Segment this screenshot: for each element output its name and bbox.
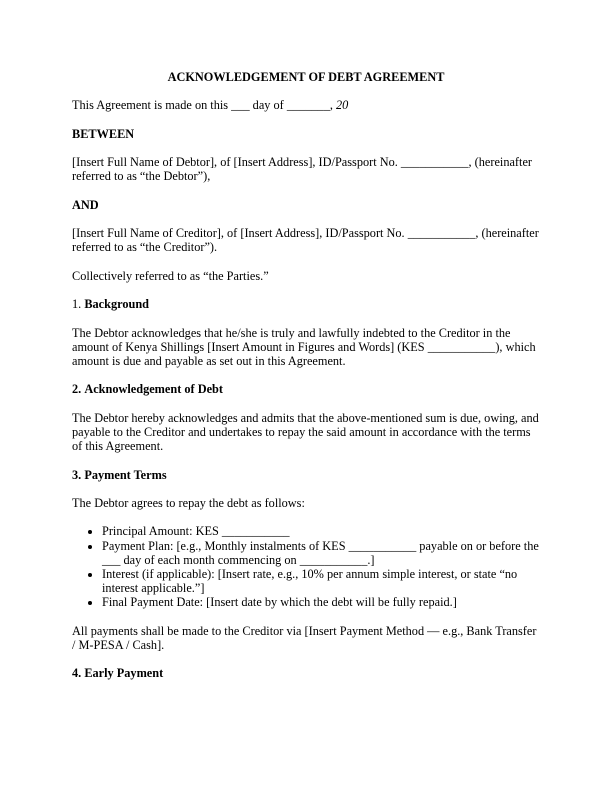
list-item-final-payment-date: • Final Payment Date: [Insert date by which the debt will be fully repaid.]	[102, 595, 540, 609]
section-2-number: 2.	[72, 382, 82, 397]
debtor-clause: [Insert Full Name of Debtor], of [Insert Address], ID/Passport No. ___________, (hereinafter referred to as “the Debtor”),	[72, 155, 532, 184]
section-1-title: Background	[84, 297, 150, 312]
document-title: ACKNOWLEDGEMENT OF DEBT AGREEMENT	[167, 70, 445, 84]
intro-text: This Agreement is made on this ___ day of _______,	[72, 98, 337, 113]
section-1-body: The Debtor acknowledges that he/she is truly and lawfully indebted to the Creditor in the amount of Kenya Shillings [Insert Amount in Figures and Words] (KES ___________), which amount is due and payable as set out in this Agreement.	[72, 325, 536, 368]
list-item-interest: • Interest (if applicable): [Insert rate, e.g., 10% per annum simple interest, or state “no interest applicable.”]	[102, 567, 540, 595]
list-item-principal-amount: • Principal Amount: KES ___________	[102, 524, 540, 538]
and-heading: AND	[72, 197, 99, 212]
section-3-title: Payment Terms	[84, 467, 167, 482]
section-4-title: Early Payment	[84, 666, 164, 681]
section-2-title: Acknowledgement of Debt	[84, 382, 223, 397]
creditor-clause: [Insert Full Name of Creditor], of [Insert Address], ID/Passport No. ___________, (hereinafter referred to as “the Creditor”).	[72, 226, 539, 255]
list-item-payment-plan: • Payment Plan: [e.g., Monthly instalments of KES ___________ payable on or before the ___ day of each month commencing on ___________.]	[102, 539, 540, 567]
section-3-number: 3.	[72, 467, 82, 482]
payment-terms-list	[72, 524, 540, 609]
section-4-number: 4.	[72, 666, 82, 681]
section-1-heading	[72, 297, 540, 311]
intro-line	[72, 98, 540, 112]
section-2-body: The Debtor hereby acknowledges and admits that the above-mentioned sum is due, owing, and payable to the Creditor and undertakes to repay the said amount in accordance with the terms of this Agreement.	[72, 410, 539, 454]
between-heading: BETWEEN	[72, 126, 135, 141]
section-3-intro: The Debtor agrees to repay the debt as follows:	[72, 495, 305, 510]
section-1-number: 1.	[72, 297, 82, 312]
section-2-heading	[72, 382, 540, 396]
year-placeholder: 20	[336, 98, 349, 113]
section-3-heading	[72, 468, 540, 482]
section-3-closing: All payments shall be made to the Creditor via [Insert Payment Method — e.g., Bank Transfer / M-PESA / Cash].	[72, 623, 537, 652]
section-4-heading	[72, 666, 540, 680]
parties-clause: Collectively referred to as “the Parties.”	[72, 268, 269, 283]
